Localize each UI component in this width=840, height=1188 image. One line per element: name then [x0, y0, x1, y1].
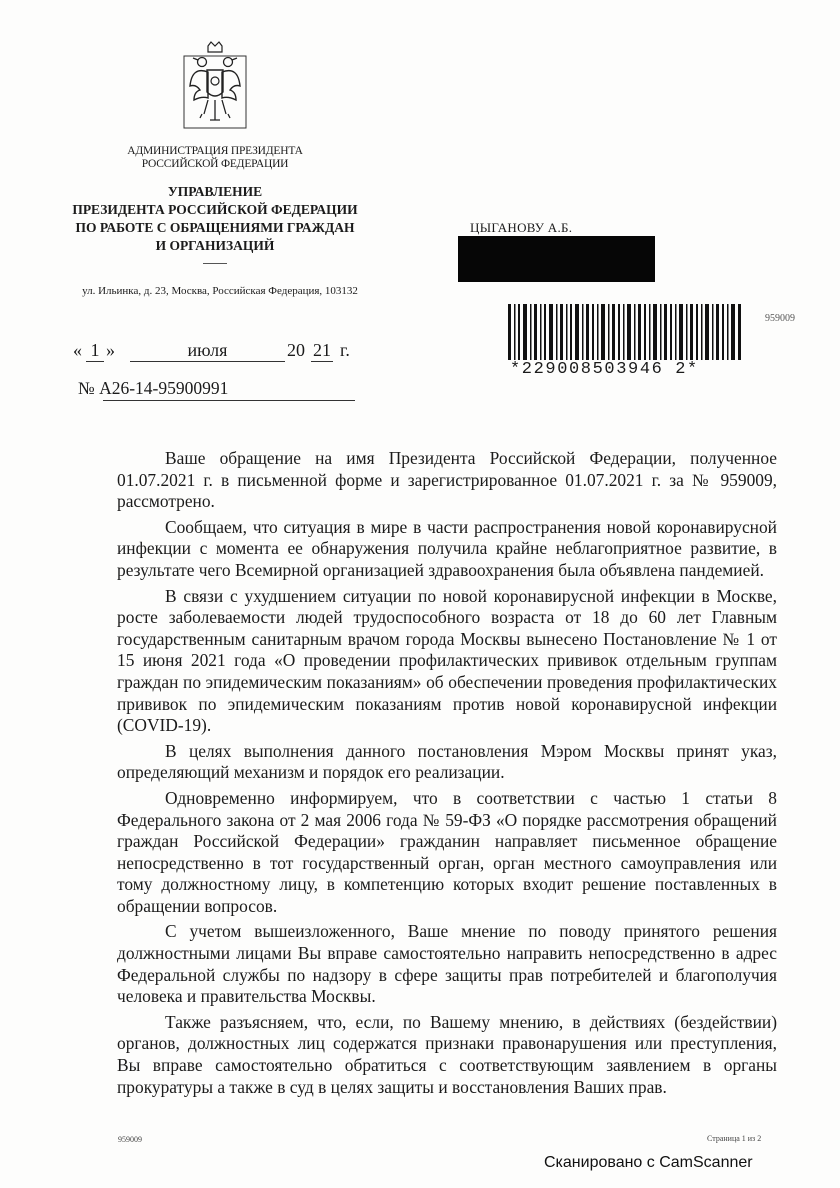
- page-indicator: Страница 1 из 2: [707, 1134, 762, 1143]
- paragraph-1: Ваше обращение на имя Президента Российской Федерации, полученное 01.07.2021 г. в письменной форме и зарегистрированное 01.07.2021 г. за № 959009, рассмотрено.: [117, 448, 777, 512]
- barcode: [508, 304, 743, 360]
- paragraph-4: В целях выполнения данного постановления Мэром Москвы принят указ, определяющий механизм и порядок его реализации.: [117, 740, 777, 783]
- date-quote-close: »: [106, 340, 115, 360]
- recipient-name: ЦЫГАНОВУ А.Б.: [470, 220, 573, 235]
- redaction-block: [458, 236, 655, 282]
- document-code: 959009: [118, 1135, 142, 1144]
- letter-body: [117, 448, 777, 1102]
- paragraph-5: Одновременно информируем, что в соответствии с частью 1 статьи 8 Федерального закона от 2 мая 2006 года № 59-ФЗ «О порядке рассмотрения обращений граждан Российской Федерации» гражданин направляет письменное обращение непосредственно в тот государственный орган, орган местного самоуправления или тому должностному лицу, в компетенцию которых входит решение поставленных в обращении вопросов.: [117, 787, 777, 916]
- date-month: июля: [130, 340, 285, 362]
- paragraph-7: Также разъясняем, что, если, по Вашему мнению, в действиях (бездействии) органов, должностных лиц содержатся признаки правонарушения или преступления, Вы вправе самостоятельно обратиться с соответствующим заявлением в органы прокуратуры а также в суд в целях защиты и восстановления Ваших прав.: [117, 1011, 777, 1097]
- date-year-label: г.: [340, 340, 350, 360]
- header-divider: [203, 263, 227, 264]
- paragraph-2: Сообщаем, что ситуация в мире в части распространения новой коронавирусной инфекции с момента ее обнаружения получила крайне неблагоприятное развитие, в результате чего Всемирной организацией здравоохранения была объявлена пандемией.: [117, 516, 777, 580]
- department-title-line2: ПРЕЗИДЕНТА РОССИЙСКОЙ ФЕДЕРАЦИИ: [72, 202, 358, 217]
- date-day: 1: [86, 340, 104, 362]
- sender-address: ул. Ильинка, д. 23, Москва, Российская Федерация, 103132: [82, 285, 358, 297]
- paragraph-3: В связи с ухудшением ситуации по новой коронавирусной инфекции в Москве, росте заболеваемости людей трудоспособного возраста от 18 до 60 лет Главным государственным санитарным врачом города Москвы вынесено Постановление № 1 от 15 июня 2021 года «О проведении профилактических прививок отдельным группам граждан по эпидемическим показаниям» об обеспечении проведения профилактических прививок по эпидемическим показаниям против новой коронавирусной инфекции (COVID-19).: [117, 585, 777, 736]
- administration-title-line1: АДМИНИСТРАЦИЯ ПРЕЗИДЕНТА: [127, 145, 303, 157]
- barcode-side-code: 959009: [765, 313, 795, 324]
- paragraph-6: С учетом вышеизложенного, Ваше мнение по поводу принятого решения должностными лицами Вы вправе самостоятельно направить непосредственно в адрес Федеральной службы по надзору в сфере защиты прав потребителей и благополучия человека и правительства Москвы.: [117, 921, 777, 1007]
- administration-title-line2: РОССИЙСКОЙ ФЕДЕРАЦИИ: [141, 158, 289, 170]
- coat-of-arms-emblem: [178, 40, 252, 132]
- registration-number: № А26-14-95900991: [78, 378, 229, 398]
- scanner-watermark: Сканировано с CamScanner: [544, 1154, 753, 1171]
- department-title-line1: УПРАВЛЕНИЕ: [167, 184, 263, 199]
- barcode-number: *229008503946 2*: [510, 360, 699, 379]
- department-title-line4: И ОРГАНИЗАЦИЙ: [155, 238, 275, 253]
- department-title-line3: ПО РАБОТЕ С ОБРАЩЕНИЯМИ ГРАЖДАН: [75, 220, 355, 235]
- date-year-prefix: 20: [287, 340, 305, 360]
- date-year-suffix: 21: [313, 340, 331, 360]
- date-quote-open: «: [73, 340, 82, 360]
- registration-number-underline: [103, 400, 355, 401]
